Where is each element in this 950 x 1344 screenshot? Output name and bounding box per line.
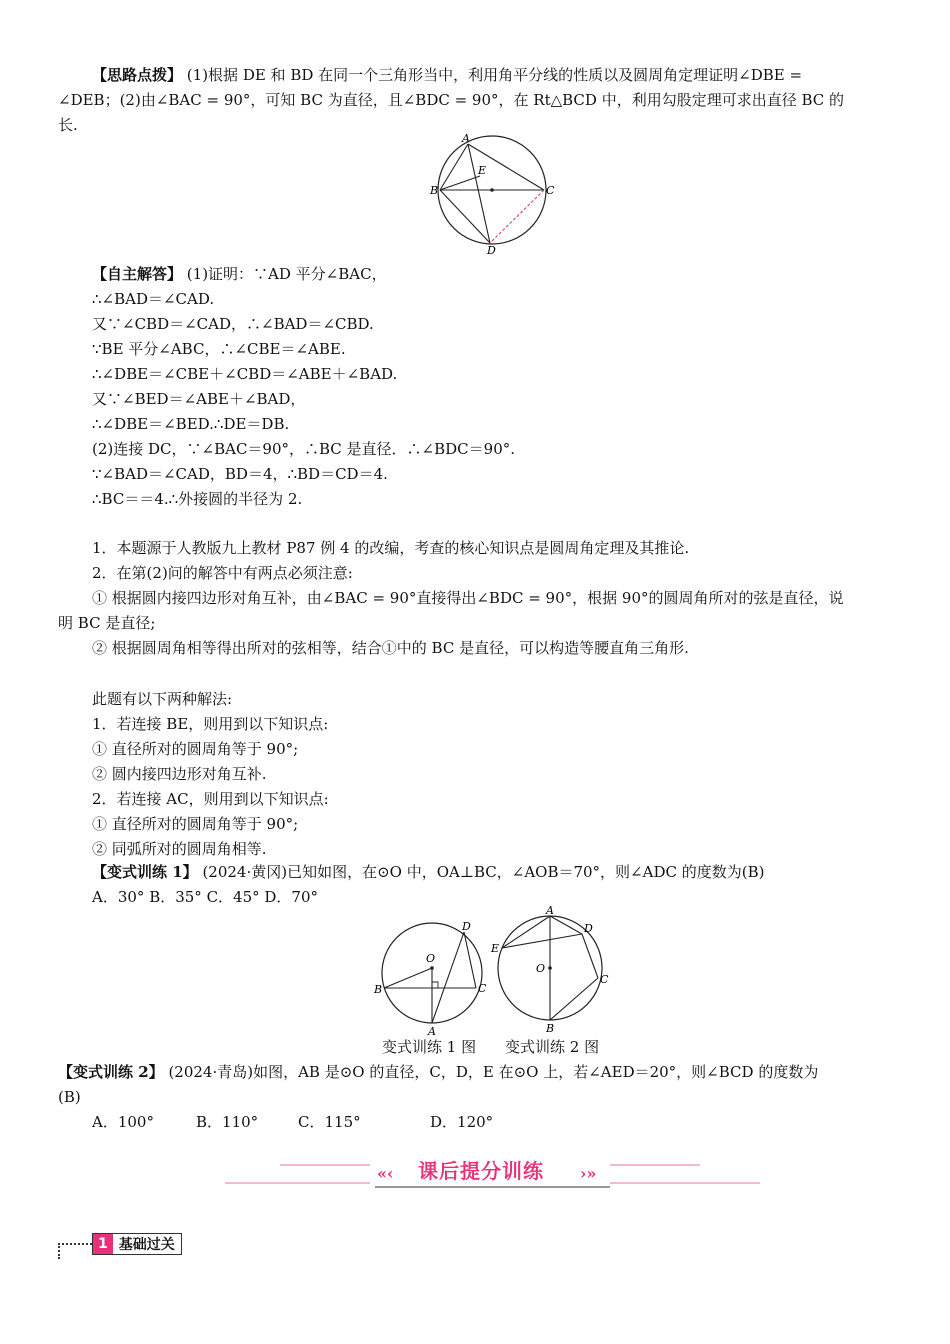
variant2-option-c: C．115° <box>298 1113 361 1131</box>
variant1-label: 【变式训练 1】 <box>92 863 198 881</box>
solution-line-5: ∴∠DBE＝∠CBE＋∠CBD＝∠ABE＋∠BAD. <box>92 365 398 383</box>
note-line-1: 1．本题源于人教版九上教材 P87 例 4 的改编，考查的核心知识点是圆周角定理及其推论. <box>92 539 690 557</box>
method-line-1: 此题有以下两种解法: <box>92 690 233 708</box>
method-line-6: ① 直径所对的圆周角等于 90°; <box>92 815 299 833</box>
fig3-label-e: E <box>491 942 500 955</box>
note-line-5: ② 根据圆周角相等得出所对的弦相等，结合①中的 BC 是直径，可以构造等腰直角三角形. <box>92 639 689 657</box>
variant2-question: 【变式训练 2】 (2024·青岛)如图，AB 是⊙O 的直径，C，D，E 在⊙O 上，若∠AED＝20°，则∠BCD 的度数为 <box>58 1063 819 1081</box>
fig2-label-b: B <box>374 983 383 996</box>
fig3-label-a: A <box>546 904 554 917</box>
fig3-label-d: D <box>584 922 593 935</box>
solution-line-9: ∵∠BAD＝∠CAD，BD＝4，∴BD＝CD＝4. <box>92 465 388 483</box>
fig2-label-o: O <box>426 952 436 965</box>
solution-line-4: ∵BE 平分∠ABC，∴∠CBE＝∠ABE. <box>92 340 346 358</box>
section-tag <box>92 1233 182 1255</box>
banner-right-chevrons-icon: ›» <box>580 1164 597 1183</box>
solution-label: 【自主解答】 <box>92 265 183 283</box>
section-tag-number: 1 <box>93 1234 113 1254</box>
solution-line-1: 【自主解答】 (1)证明：∵AD 平分∠BAC， <box>92 265 387 283</box>
solution-line-3: 又∵∠CBD＝∠CAD，∴∠BAD＝∠CBD. <box>92 315 374 333</box>
banner-title: 课后提分训练 <box>418 1159 544 1183</box>
note-line-3: ① 根据圆内接四边形对角互补，由∠BAC = 90°直接得出∠BDC = 90°，根据 90°的圆周角所对的弦是直径，说 <box>92 589 844 607</box>
solution-line-10: ∴BC＝＝4.∴外接圆的半径为 2. <box>92 490 303 508</box>
method-line-2: 1．若连接 BE，则用到以下知识点: <box>92 715 329 733</box>
variant2-label: 【变式训练 2】 <box>58 1063 164 1081</box>
fig2-label-c: C <box>478 982 487 995</box>
fig3-label-b: B <box>546 1022 555 1034</box>
fig3-label-c: C <box>600 973 609 986</box>
hint-label: 【思路点拨】 <box>92 66 183 84</box>
figure-1-circle <box>428 132 558 256</box>
figure-2-circle <box>372 918 492 1036</box>
variant1-question: 【变式训练 1】 (2024·黄冈)已知如图，在⊙O 中，OA⊥BC，∠AOB＝70°，则∠ADC 的度数为(B) <box>92 863 765 881</box>
figure-2-caption: 变式训练 1 图 <box>382 1038 477 1056</box>
label-d: D <box>487 244 496 256</box>
label-e: E <box>478 164 487 177</box>
section-tag-text: 基础过关 <box>118 1237 175 1253</box>
figure-3-caption: 变式训练 2 图 <box>505 1038 600 1056</box>
note-line-4: 明 BC 是直径; <box>58 614 156 632</box>
label-c: C <box>546 184 555 197</box>
fig2-label-a: A <box>428 1025 436 1036</box>
solution-line-7: ∴∠DBE＝∠BED.∴DE＝DB. <box>92 415 290 433</box>
variant1-options: A．30° B．35° C．45° D．70° <box>92 888 319 906</box>
method-line-5: 2．若连接 AC，则用到以下知识点: <box>92 790 329 808</box>
method-line-7: ② 同弧所对的圆周角相等. <box>92 840 267 858</box>
variant2-option-a: A．100° <box>92 1113 154 1131</box>
dotted-guide-vertical <box>58 1243 60 1259</box>
method-line-4: ② 圆内接四边形对角互补. <box>92 765 267 783</box>
variant2-answer: (B) <box>58 1088 81 1106</box>
variant2-option-d: D．120° <box>430 1113 494 1131</box>
note-line-2: 2．在第(2)问的解答中有两点必须注意: <box>92 564 353 582</box>
label-b: B <box>430 184 439 197</box>
hint-line-2: ∠DEB；(2)由∠BAC = 90°，可知 BC 为直径，且∠BDC = 90°，在 Rt△BCD 中，利用勾股定理可求出直径 BC 的 <box>58 91 845 109</box>
figure-3-circle <box>488 904 612 1034</box>
banner-left-chevrons-icon: «‹ <box>377 1164 394 1183</box>
hint-line-1: 【思路点拨】 (1)根据 DE 和 BD 在同一个三角形当中，利用角平分线的性质以及圆周角定理证明∠DBE = <box>92 66 803 84</box>
label-a: A <box>462 132 470 145</box>
dotted-guide <box>58 1243 92 1245</box>
fig3-label-o: O <box>536 962 546 975</box>
solution-line-6: 又∵∠BED＝∠ABE＋∠BAD， <box>92 390 306 408</box>
method-line-3: ① 直径所对的圆周角等于 90°; <box>92 740 299 758</box>
hint-line-3: 长. <box>58 116 78 134</box>
variant2-option-b: B．110° <box>196 1113 259 1131</box>
fig2-label-d: D <box>462 920 471 933</box>
solution-line-8: (2)连接 DC，∵∠BAC＝90°，∴BC 是直径．∴∠BDC＝90°. <box>92 440 516 458</box>
solution-line-2: ∴∠BAD＝∠CAD. <box>92 290 215 308</box>
